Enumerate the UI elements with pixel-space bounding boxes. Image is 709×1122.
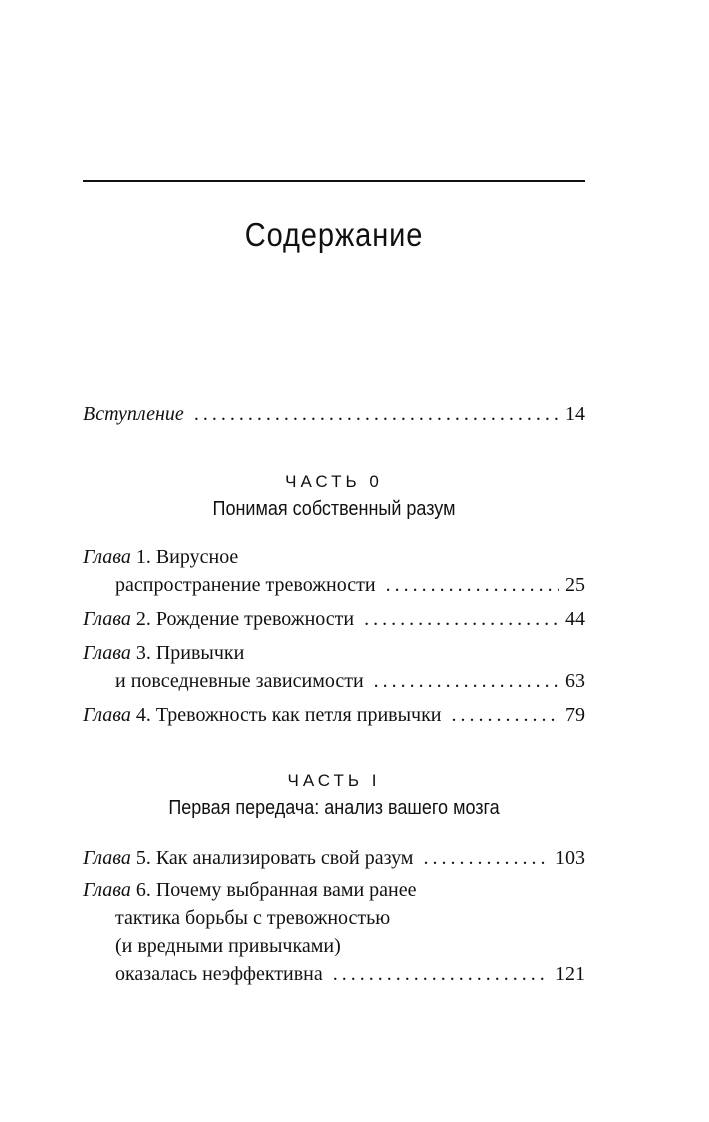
leader-dots (374, 668, 559, 694)
leader-dots (386, 572, 559, 598)
page-number: 121 (555, 963, 585, 985)
chapter-title-line: оказалась неэффективна (115, 963, 323, 985)
toc-entry-chapter-4[interactable] (83, 702, 585, 728)
leader-dots (423, 845, 549, 871)
toc-entry-chapter-1[interactable] (83, 544, 585, 570)
chapter-title-line: распространение тревожности (115, 574, 376, 596)
page-number: 14 (565, 403, 585, 425)
chapter-prefix: Глава (83, 608, 131, 630)
page-number: 103 (555, 847, 585, 869)
chapter-title-line: 4. Тревожность как петля привычки (135, 704, 442, 726)
part-title: Понимая собственный разум (212, 498, 456, 520)
page-title: Содержание (244, 216, 424, 253)
toc-entry-chapter-3[interactable] (83, 640, 585, 666)
chapter-title-line: 5. Как анализировать свой разум (135, 847, 414, 869)
leader-dots (194, 401, 559, 427)
toc-entry-chapter-6[interactable] (83, 877, 585, 903)
chapter-title-line: 1. Вирусное (135, 546, 239, 568)
page-number: 63 (565, 670, 585, 692)
leader-dots (364, 606, 559, 632)
page-number: 25 (565, 574, 585, 596)
toc-entry-chapter-5[interactable] (83, 845, 585, 871)
page-number: 79 (565, 704, 585, 726)
chapter-title-line: и повседневные зависимости (115, 670, 364, 692)
chapter-prefix: Глава (83, 704, 131, 726)
toc-entry-chapter-3-cont[interactable] (115, 668, 585, 694)
toc-entry-chapter-1-cont[interactable] (115, 572, 585, 598)
chapter-title-line: тактика борьбы с тревожностью (115, 907, 391, 929)
leader-dots (333, 961, 549, 987)
leader-dots (452, 702, 559, 728)
chapter-prefix: Глава (83, 847, 131, 869)
chapter-title-line: 6. Почему выбранная вами ранее (135, 879, 417, 901)
chapter-prefix: Глава (83, 642, 131, 664)
chapter-title-line: (и вредными привычками) (115, 935, 341, 957)
part-title: Первая передача: анализ вашего мозга (168, 797, 500, 819)
toc-entry-chapter-6-cont[interactable] (115, 905, 585, 931)
toc-entry-chapter-2[interactable] (83, 606, 585, 632)
part-label: ЧАСТЬ I (287, 771, 381, 790)
toc-entry-chapter-6-cont[interactable] (115, 961, 585, 987)
page-number: 44 (565, 608, 585, 630)
toc-entry-chapter-6-cont[interactable] (115, 933, 585, 959)
part-label: ЧАСТЬ 0 (285, 472, 383, 491)
table-of-contents (83, 0, 585, 1122)
chapter-title-line: 2. Рождение тревожности (135, 608, 355, 630)
chapter-prefix: Глава (83, 546, 131, 568)
chapter-prefix: Глава (83, 879, 131, 901)
toc-entry-intro[interactable] (83, 401, 585, 427)
chapter-title-line: 3. Привычки (135, 642, 245, 664)
intro-label: Вступление (83, 403, 184, 425)
